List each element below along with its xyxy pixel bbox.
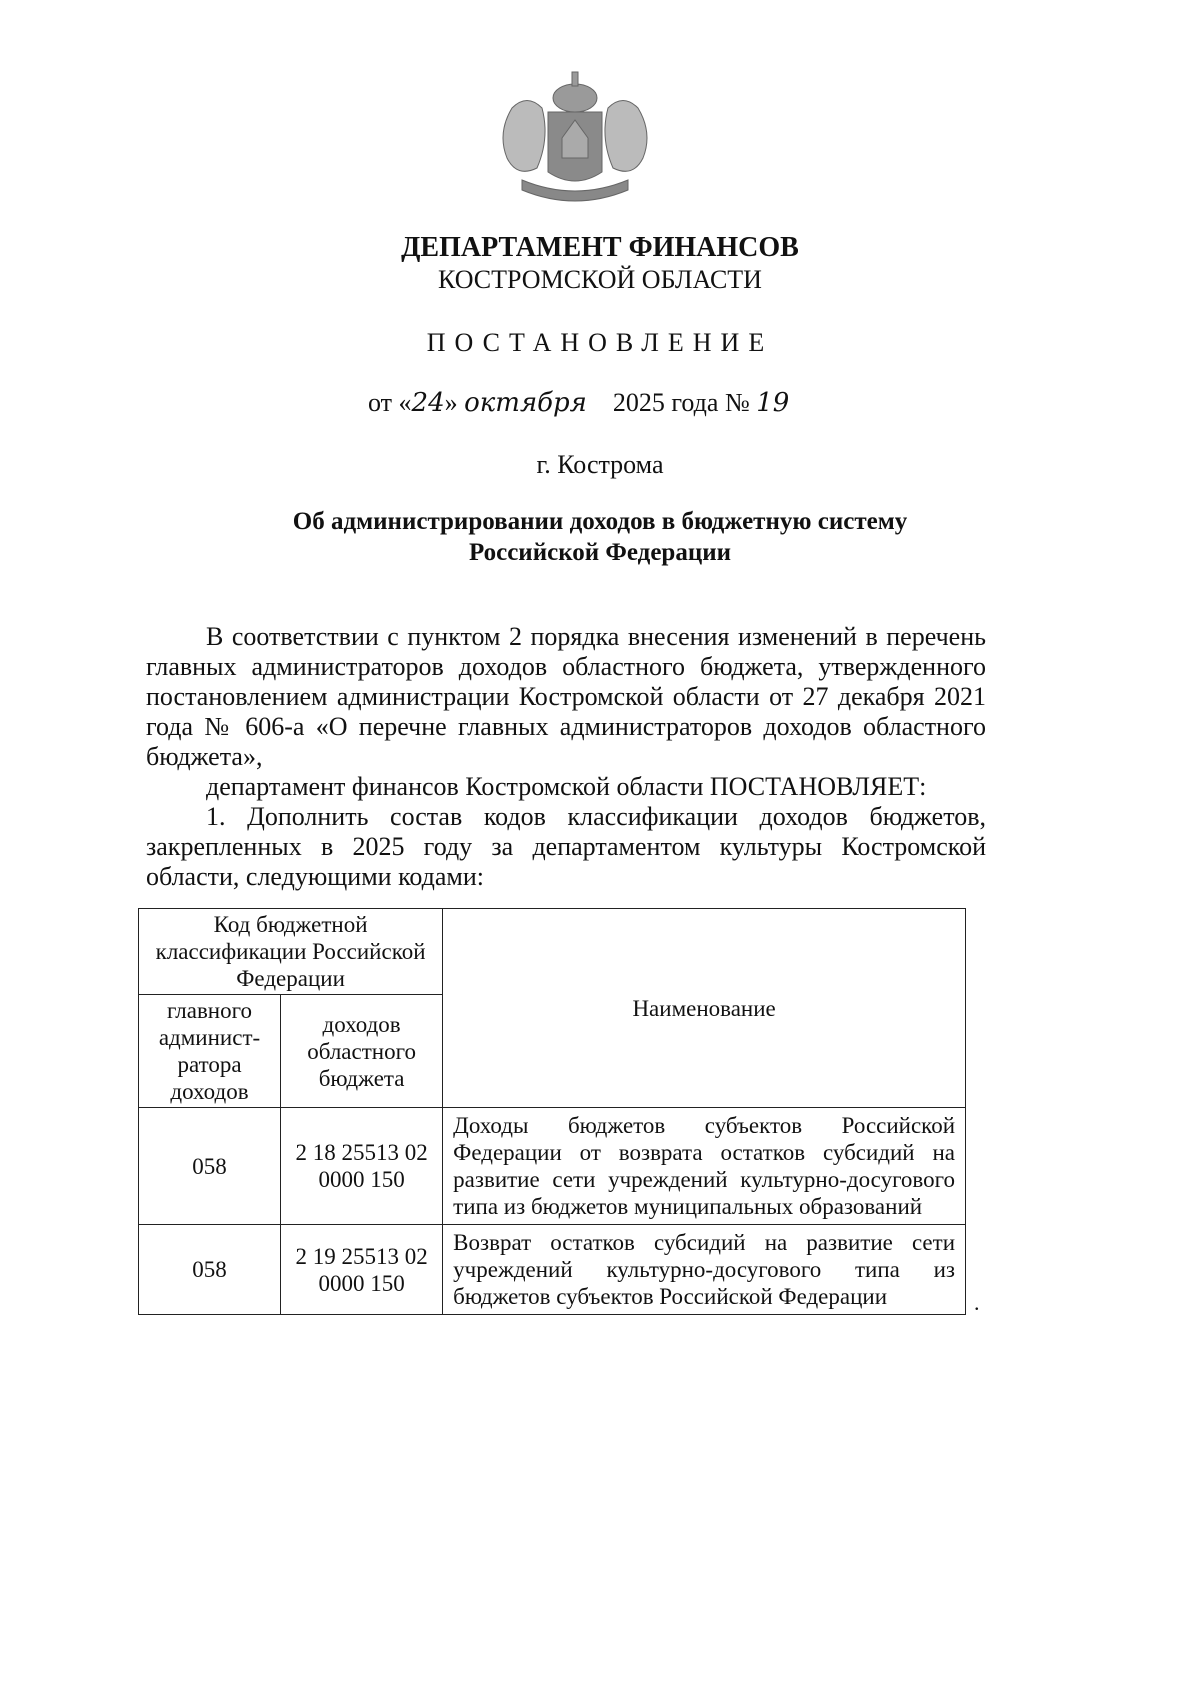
date-month-handwritten: октября [464,388,587,418]
budget-code-cell: 2 19 25513 02 0000 150 [281,1225,443,1315]
header-name-cell: Наименование [443,909,966,1108]
admin-code-cell: 058 [139,1225,281,1315]
item-1-paragraph: 1. Дополнить состав кодов классификации доходов бюджетов, закрепленных в 2025 году за департаментом культуры Костромской области, следующими кодами: [146,802,986,891]
date-mid: » [444,388,458,417]
name-cell: Доходы бюджетов субъектов Российской Федерации от возврата остатков субсидий на развитие сети учреждений культурно-досугового типа из бюджетов муниципальных образований [443,1108,966,1225]
preamble-paragraph: В соответствии с пунктом 2 порядка внесения изменений в перечень главных администраторов доходов областного бюджета, утвержденного постановлением администрации Костромской области от 27 декабря 2021 года № 606-а «О перечне главных администраторов доходов областного бюджета», [146,622,986,771]
admin-code-cell: 058 [139,1108,281,1225]
document-type: ПОСТАНОВЛЕНИЕ [426,328,774,357]
name-cell: Возврат остатков субсидий на развитие сети учреждений культурно-досугового типа из бюджетов субъектов Российской Федерации [443,1225,966,1315]
date-year: 2025 года № [612,388,750,417]
coat-of-arms-emblem [492,68,658,213]
document-date-line [368,388,789,418]
budget-code-cell: 2 18 25513 02 0000 150 [281,1108,443,1225]
header-group-cell: Код бюджетной классификации Российской Федерации [139,909,443,995]
city: г. Кострома [536,450,664,479]
date-day-handwritten: 24 [411,388,445,418]
table-row [139,1225,966,1315]
document-body [146,622,986,892]
budget-codes-table [138,908,966,1315]
table-row [139,1108,966,1225]
document-number-handwritten: 19 [756,388,790,418]
header-code-cell: доходов областного бюджета [281,995,443,1108]
resolution-paragraph: департамент финансов Костромской области ПОСТАНОВЛЯЕТ: [206,772,927,801]
department-name: ДЕПАРТАМЕНТ ФИНАНСОВ [401,232,799,263]
region-name: КОСТРОМСКОЙ ОБЛАСТИ [438,265,762,294]
document-title [0,506,1200,568]
table-header-row [139,909,966,995]
header-admin-cell: главного админист-ратора доходов [139,995,281,1108]
date-prefix: от « [368,388,412,417]
title-line-2: Российской Федерации [468,539,732,566]
title-line-1: Об администрировании доходов в бюджетную систему [292,508,908,535]
trailing-mark: . [974,1290,980,1315]
